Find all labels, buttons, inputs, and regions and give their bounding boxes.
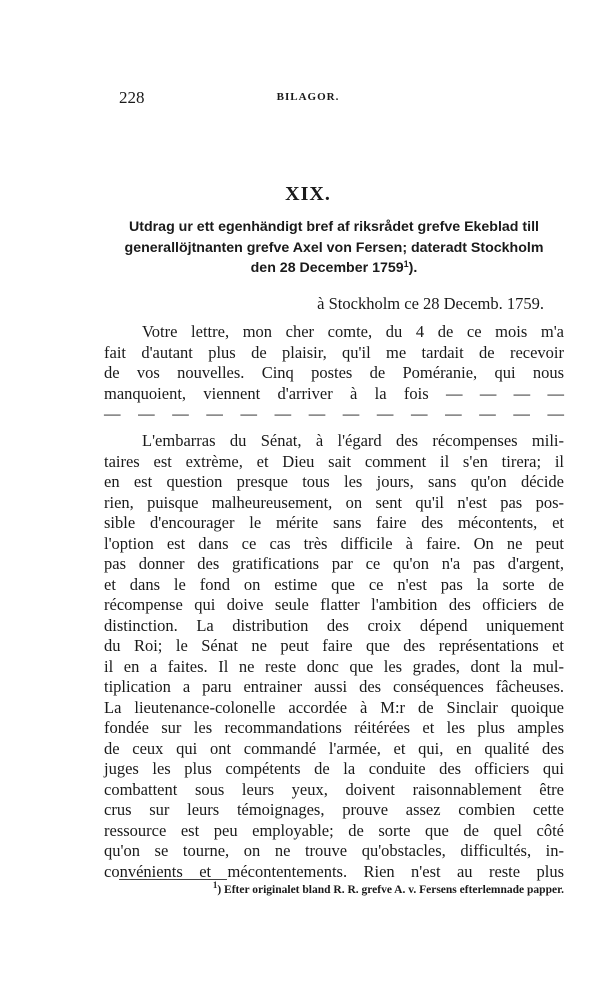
text-line: crus sur leurs témoignages, prouve assez combien cette [104,800,564,819]
text-line: sible d'encourager le mérite sans faire des mécontents, et [104,513,564,532]
chapter-number: XIX. [285,183,331,205]
footnote-marker: 1 [212,880,218,890]
paragraph-2 [104,431,564,882]
text-line: La lieutenance-colonelle accordée à M:r de Sinclair quoique [104,697,564,717]
text-line: manquoient, viennent d'arriver à la fois — — — — [104,383,564,403]
text-line: en est question presque tous les jours, sans qu'on décide [104,472,564,491]
paragraph-1 [104,322,564,425]
footnote-rule [119,879,227,880]
text-line: qu'on se tourne, on ne trouve qu'obstacles, difficultés, in- [104,841,564,860]
letter-heading [104,217,564,279]
text-line: taires est extrème, et Dieu sait comment il s'en tirera; il [104,451,564,471]
footnote-reference: 1 [403,259,409,269]
text-line: et dans le fond on estime que ce n'est pas la sorte de [104,574,564,594]
text-line: ressource est peu employable; de sorte que de quel côté [104,820,564,840]
footnote [104,880,564,896]
heading-line-1: Utdrag ur ett egenhändigt bref af riksrådet grefve Ekeblad till [129,219,539,235]
page-number: 228 [119,88,145,107]
running-head: BILAGOR. [276,91,340,103]
text-line: pas donner des gratifications par ce qu'on n'a pas d'argent, [104,554,564,573]
text-line: fait d'autant plus de plaisir, qu'il me tardait de recevoir [104,342,564,362]
text-line: distinction. La distribution des croix dépend uniquement [104,615,564,635]
text-line: il en a faites. Il ne reste donc que les grades, dont la mul- [104,656,564,676]
text-line: convénients et mécontentements. Rien n'est au reste plus [104,861,564,881]
page-header [0,88,616,108]
dateline: à Stockholm ce 28 Decemb. 1759. [317,294,544,313]
text-line: récompense qui doive seule flatter l'ambition des officiers de [104,595,564,614]
text-line: fondée sur les recommandations réitérées et les plus amples [104,718,564,737]
text-line: — — — — — — — — — — — — — — [104,404,564,423]
footnote-text: ) Efter originalet bland R. R. grefve A. v. Fersens efterlemnade papper. [217,884,564,896]
text-line: du Roi; le Sénat ne peut faire que des représentations et [104,636,564,655]
text-line: de ceux qui ont commandé l'armée, et qui, en qualité des [104,738,564,758]
text-line: Votre lettre, mon cher comte, du 4 de ce mois m'a [142,322,564,341]
text-line: tiplication a paru entrainer aussi des conséquences fâcheuses. [104,677,564,696]
text-line: juges les plus compétents de la conduite des officiers qui [104,759,564,778]
heading-line-3-end: ). [408,260,418,276]
text-line: de vos nouvelles. Cinq postes de Poméranie, qui nous [104,363,564,382]
text-line: L'embarras du Sénat, à l'égard des récompenses mili- [142,431,564,450]
heading-line-3: den 28 December 1759 [250,260,404,276]
text-line: l'option est dans ce cas très difficile à faire. On ne peut [104,533,564,553]
text-line: combattent sous leurs yeux, doivent raisonnablement être [104,779,564,799]
text-line: rien, puisque malheureusement, on sent qu'il n'est pas pos- [104,492,564,512]
heading-line-2: generallöjtnanten grefve Axel von Fersen; dateradt Stockholm [124,239,544,256]
